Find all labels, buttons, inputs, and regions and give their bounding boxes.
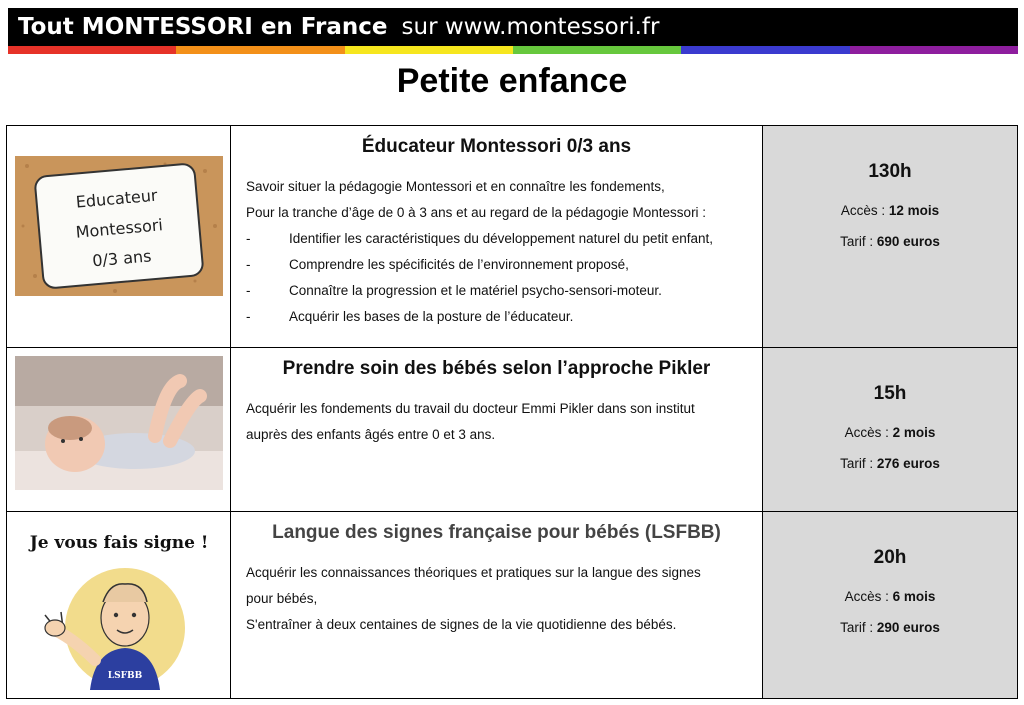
list-item: - Comprendre les spécificités de l’environnement proposé, (246, 257, 629, 272)
sign-language-image (15, 520, 223, 690)
desc-paragraph: Savoir situer la pédagogie Montessori et en connaître les fondements, (246, 179, 665, 194)
course-access: Accès : 6 mois (844, 589, 936, 604)
shirt-label: LSFBB (107, 671, 143, 681)
course-access: Accès : 12 mois (840, 203, 940, 218)
course-description (231, 560, 762, 638)
list-item: - Connaître la progression et le matériel psycho-sensori-moteur. (246, 283, 662, 298)
stripe-blue (681, 46, 849, 54)
rainbow-stripe (8, 46, 1018, 54)
course-row (7, 348, 1018, 512)
image-caption: Je vous fais signe ! (29, 533, 209, 553)
stripe-green (513, 46, 681, 54)
desc-paragraph: Pour la tranche d’âge de 0 à 3 ans et au regard de la pédagogie Montessori : (246, 205, 707, 220)
course-image-cell (7, 348, 231, 512)
desc-paragraph: Acquérir les connaissances théoriques et pratiques sur la langue des signes (246, 565, 701, 580)
desc-paragraph: Acquérir les fondements du travail du docteur Emmi Pikler dans son institut (246, 401, 695, 416)
stripe-orange (176, 46, 344, 54)
course-row (7, 512, 1018, 699)
course-description (231, 174, 762, 330)
cork-board-image (15, 156, 223, 296)
course-price-cell (763, 348, 1018, 512)
desc-paragraph: S'entraîner à deux centaines de signes de la vie quotidienne des bébés. (246, 617, 677, 632)
course-image-cell (7, 126, 231, 348)
course-row (7, 126, 1018, 348)
stripe-purple (850, 46, 1018, 54)
course-hours: 15h (873, 383, 907, 404)
list-item: - Acquérir les bases de la posture de l’éducateur. (246, 309, 574, 324)
desc-paragraph: auprès des enfants âgés entre 0 et 3 ans. (246, 427, 496, 442)
course-hours: 20h (873, 547, 907, 568)
site-banner (8, 8, 1018, 46)
course-description-cell (231, 512, 763, 699)
course-price: Tarif : 276 euros (840, 456, 940, 471)
stripe-yellow (345, 46, 513, 54)
objectives-list (246, 226, 754, 330)
site-url[interactable]: sur www.montessori.fr (401, 14, 660, 40)
course-price: Tarif : 290 euros (840, 620, 940, 635)
course-title: Prendre soin des bébés selon l’approche Pikler (282, 358, 711, 379)
card-line-3: 0/3 ans (91, 246, 153, 271)
course-price-cell (763, 126, 1018, 348)
desc-paragraph: pour bébés, (246, 591, 318, 606)
list-item: - Identifier les caractéristiques du développement naturel du petit enfant, (246, 231, 714, 246)
course-title: Langue des signes française pour bébés (LSFBB) (272, 522, 721, 543)
course-hours: 130h (868, 161, 912, 182)
card-line-2: Montessori (74, 215, 164, 242)
courses-table (6, 125, 1018, 699)
card-line-1: Educateur (75, 185, 159, 212)
course-description-cell (231, 348, 763, 512)
page-title: Petite enfance (396, 62, 628, 100)
course-description-cell (231, 126, 763, 348)
course-access: Accès : 2 mois (844, 425, 936, 440)
course-price-cell (763, 512, 1018, 699)
baby-photo-image (15, 356, 223, 490)
stripe-red (8, 46, 176, 54)
brand-name: Tout MONTESSORI en France (18, 14, 388, 40)
course-image-cell (7, 512, 231, 699)
course-title: Éducateur Montessori 0/3 ans (361, 136, 632, 157)
course-description (231, 396, 762, 448)
course-price: Tarif : 690 euros (840, 234, 940, 249)
